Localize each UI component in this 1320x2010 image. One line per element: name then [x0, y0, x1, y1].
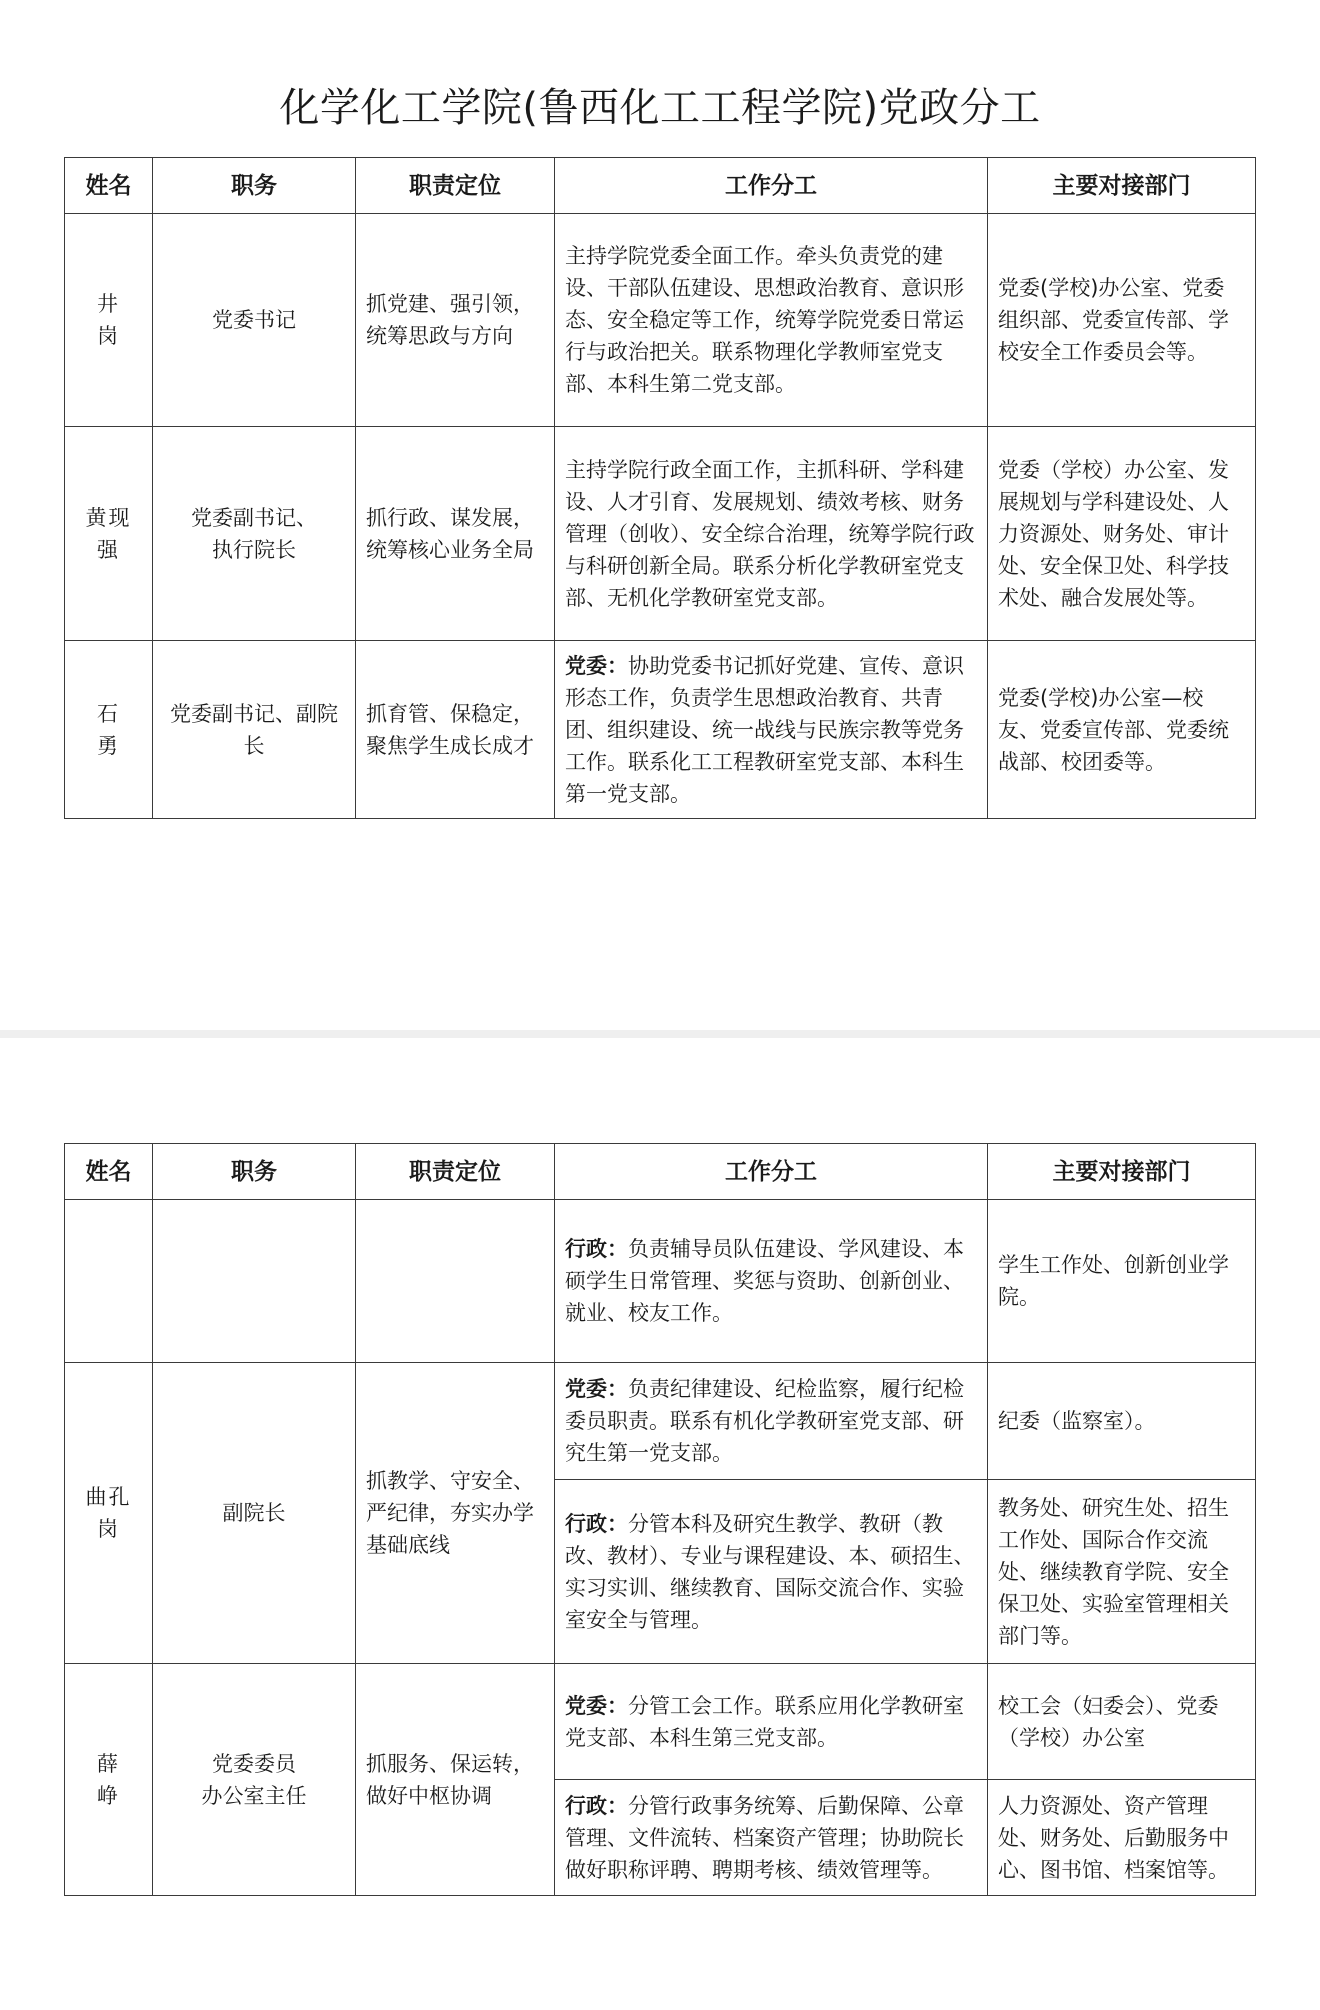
header-departments: 主要对接部门: [988, 158, 1256, 214]
position-line-2: 执行院长: [212, 537, 296, 562]
person-name: 井 岗: [65, 214, 153, 427]
person-role: 抓党建、强引领，统筹思政与方向: [356, 214, 555, 427]
header-row: [65, 1144, 1256, 1200]
person-departments: 党委(学校)办公室、党委组织部、党委宣传部、学校安全工作委员会等。: [988, 214, 1256, 427]
person-departments: 校工会（妇委会）、党委（学校）办公室: [988, 1664, 1256, 1780]
person-position: 党委书记: [153, 214, 356, 427]
header-work: 工作分工: [555, 1144, 988, 1200]
header-row: [65, 158, 1256, 214]
header-work: 工作分工: [555, 158, 988, 214]
empty-cell: [153, 1200, 356, 1363]
work-text: 负责纪律建设、纪检监察，履行纪检委员职责。联系有机化学教研室党支部、研究生第一党支部。: [565, 1377, 964, 1465]
position-line-1: 党委委员: [212, 1751, 296, 1776]
person-role: 抓教学、守安全、严纪律，夯实办学基础底线: [356, 1363, 555, 1664]
table-row: [65, 1200, 1256, 1363]
person-departments: 纪委（监察室）。: [988, 1363, 1256, 1480]
person-name: 薛 峥: [65, 1664, 153, 1896]
work-text: 分管工会工作。联系应用化学教研室党支部、本科生第三党支部。: [565, 1693, 964, 1750]
person-departments: 党委（学校）办公室、发展规划与学科建设处、人力资源处、财务处、审计处、安全保卫处、科学技术处、融合发展处等。: [988, 427, 1256, 641]
empty-cell: [65, 1200, 153, 1363]
table-row: [65, 641, 1256, 819]
work-label: 党委：: [565, 1693, 628, 1718]
division-table-page-2: [64, 1143, 1256, 1896]
header-role: 职责定位: [356, 158, 555, 214]
person-role: 抓服务、保运转，做好中枢协调: [356, 1664, 555, 1896]
person-work: [555, 1480, 988, 1664]
person-role: 抓育管、保稳定，聚焦学生成长成才: [356, 641, 555, 819]
person-role: 抓行政、谋发展，统筹核心业务全局: [356, 427, 555, 641]
header-name: 姓名: [65, 1144, 153, 1200]
person-work: [555, 1780, 988, 1896]
person-departments: 人力资源处、资产管理处、财务处、后勤服务中心、图书馆、档案馆等。: [988, 1780, 1256, 1896]
work-label: 党委：: [565, 1377, 628, 1401]
person-name: 黄现强: [65, 427, 153, 641]
person-position: 党委副书记、副院长: [153, 641, 356, 819]
division-table-page-1: [64, 157, 1256, 819]
work-text: 分管本科及研究生教学、教研（教改、教材）、专业与课程建设、本、硕招生、实习实训、继续教育、国际交流合作、实验室安全与管理。: [565, 1511, 975, 1632]
work-label: 行政：: [565, 1793, 628, 1818]
work-text: 负责辅导员队伍建设、学风建设、本硕学生日常管理、奖惩与资助、创新创业、就业、校友工作。: [565, 1237, 964, 1325]
table-row: [65, 1363, 1256, 1480]
work-label: 党委：: [565, 653, 628, 678]
table-row: [65, 427, 1256, 641]
work-text: 协助党委书记抓好党建、宣传、意识形态工作，负责学生思想政治教育、共青团、组织建设、统一战线与民族宗教等党务工作。联系化工工程教研室党支部、本科生第一党支部。: [565, 653, 964, 806]
person-work: 主持学院党委全面工作。牵头负责党的建设、干部队伍建设、思想政治教育、意识形态、安全稳定等工作，统筹学院党委日常运行与政治把关。联系物理化学教师室党支部、本科生第二党支部。: [555, 214, 988, 427]
person-position: 副院长: [153, 1363, 356, 1664]
person-work: [555, 1363, 988, 1480]
person-work: [555, 641, 988, 819]
table-row: [65, 1664, 1256, 1780]
person-work: 主持学院行政全面工作，主抓科研、学科建设、人才引育、发展规划、绩效考核、财务管理（创收）、安全综合治理，统筹学院行政与科研创新全局。联系分析化学教研室党支部、无机化学教研室党支部。: [555, 427, 988, 641]
person-name: 石 勇: [65, 641, 153, 819]
empty-cell: [356, 1200, 555, 1363]
header-name: 姓名: [65, 158, 153, 214]
header-role: 职责定位: [356, 1144, 555, 1200]
table-row: [65, 214, 1256, 427]
person-position: [153, 1664, 356, 1896]
page-title: 化学化工学院(鲁西化工工程学院)党政分工: [279, 85, 1041, 131]
person-departments: 教务处、研究生处、招生工作处、国际合作交流处、继续教育学院、安全保卫处、实验室管理相关部门等。: [988, 1480, 1256, 1664]
person-work: [555, 1200, 988, 1363]
person-work: [555, 1664, 988, 1780]
person-departments: 党委(学校)办公室—校友、党委宣传部、党委统战部、校团委等。: [988, 641, 1256, 819]
person-name: 曲孔岗: [65, 1363, 153, 1664]
header-position: 职务: [153, 158, 356, 214]
person-position: [153, 427, 356, 641]
page-separator: [0, 1030, 1320, 1038]
person-departments: 学生工作处、创新创业学院。: [988, 1200, 1256, 1363]
position-line-1: 党委副书记、: [191, 505, 317, 530]
header-departments: 主要对接部门: [988, 1144, 1256, 1200]
work-text: 分管行政事务统筹、后勤保障、公章管理、文件流转、档案资产管理；协助院长做好职称评聘、聘期考核、绩效管理等。: [565, 1793, 964, 1882]
position-line-2: 办公室主任: [201, 1783, 307, 1808]
header-position: 职务: [153, 1144, 356, 1200]
work-label: 行政：: [565, 1237, 628, 1261]
work-label: 行政：: [565, 1511, 628, 1536]
